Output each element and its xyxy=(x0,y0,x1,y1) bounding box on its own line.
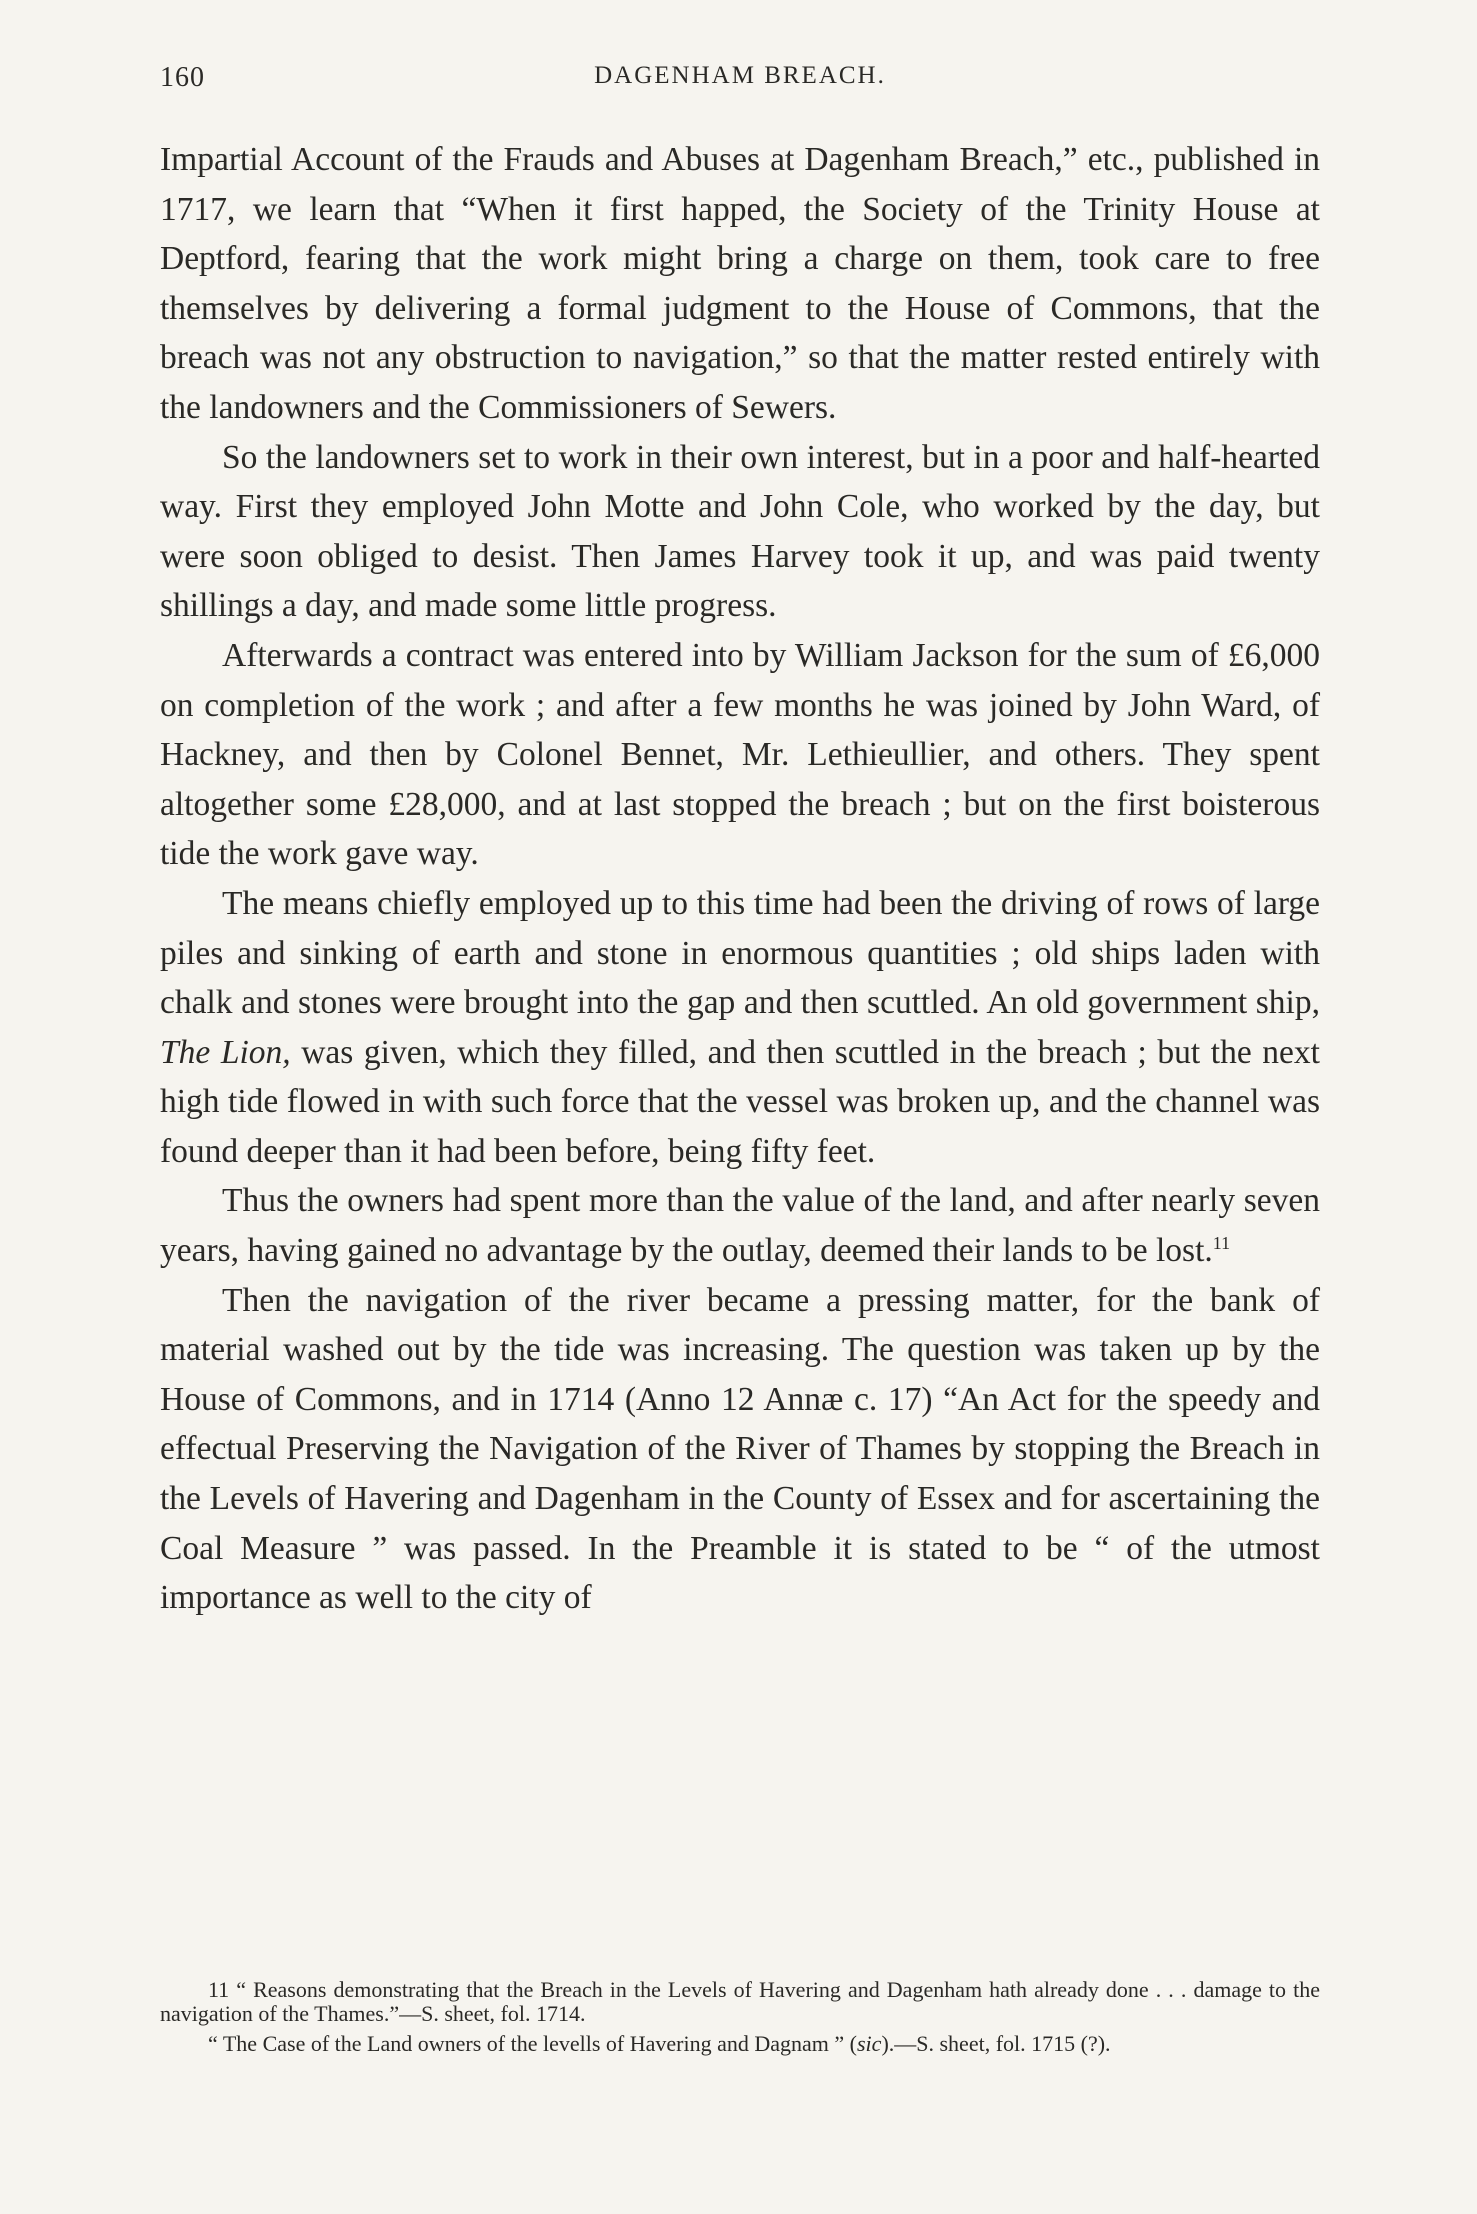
paragraph-p3 xyxy=(160,631,1320,879)
footnote-fn2 xyxy=(160,2032,1320,2056)
running-head: DAGENHAM BREACH. xyxy=(594,62,886,89)
text-run: ).—S. sheet, fol. 1715 (?). xyxy=(881,2031,1111,2056)
paragraph-p5 xyxy=(160,1176,1320,1275)
paragraph-p4 xyxy=(160,879,1320,1177)
text-run: Thus the owners had spent more than the value of the land, and after nearly seven years, having gained no advantage by the outlay, deemed their lands to be lost. xyxy=(160,1182,1320,1270)
text-run: Afterwards a contract was entered into by William Jackson for the sum of £6,000 on completion of the work ; and after a few months he was joined by John Ward, of Hackney, and then by Colonel Bennet, Mr. Lethieullier, and others. They spent altogether some £28,000, and at last stopped the breach ; but on the first boisterous tide the work gave way. xyxy=(160,636,1320,873)
footnotes xyxy=(160,1978,1320,2062)
paragraph-p1 xyxy=(160,135,1320,433)
text-run: Impartial Account of the Frauds and Abuses at Dagenham Breach,” etc., published in 1717, we learn that “When it first happed, the Society of the Trinity House at Deptford, fearing that the work might bring a charge on them, took care to free themselves by delivering a formal judgment to the House of Commons, that the breach was not any obstruction to navigation,” so that the matter rested entirely with the landowners and the Commissioners of Sewers. xyxy=(160,141,1320,426)
text-run: The means chiefly employed up to this time had been the driving of rows of large piles and sinking of earth and stone in enormous quantities ; old ships laden with chalk and stones were brought into the gap and then scuttled. An old government ship, xyxy=(160,884,1320,1022)
paragraph-p6 xyxy=(160,1276,1320,1623)
italic-text: sic xyxy=(856,2031,882,2056)
footnote-ref: 11 xyxy=(1212,1232,1231,1253)
body-text xyxy=(160,135,1320,1623)
footnote-fn1 xyxy=(160,1978,1320,2026)
page-number: 160 xyxy=(160,62,205,93)
text-run: So the landowners set to work in their own interest, but in a poor and half-hearted way. First they employed John Motte and John Cole, who worked by the day, but were soon obliged to desist. Then James Harvey took it up, and was paid twenty shillings a day, and made some little progress. xyxy=(160,438,1320,625)
italic-text: The Lion, xyxy=(160,1033,291,1071)
text-run: “ The Case of the Land owners of the levells of Havering and Dagnam ” ( xyxy=(208,2031,857,2056)
paragraph-p2 xyxy=(160,433,1320,631)
text-run: was given, which they filled, and then scuttled in the breach ; but the next high tide flowed in with such force that the vessel was broken up, and the channel was found deeper than it had been before, being fifty feet. xyxy=(160,1033,1320,1170)
text-run: 11 “ Reasons demonstrating that the Breach in the Levels of Havering and Dagenham hath already done . . . damage to the navigation of the Thames.”—S. sheet, fol. 1714. xyxy=(160,1977,1320,2026)
page-header xyxy=(160,62,1320,102)
text-run: Then the navigation of the river became a pressing matter, for the bank of material washed out by the tide was increasing. The question was taken up by the House of Commons, and in 1714 (Anno 12 Annæ c. 17) “An Act for the speedy and effectual Preserving the Navigation of the River of Thames by stopping the Breach in the Levels of Havering and Dagenham in the County of Essex and for ascertaining the Coal Measure ” was passed. In the Preamble it is stated to be “ of the utmost importance as well to the city of xyxy=(160,1281,1320,1617)
